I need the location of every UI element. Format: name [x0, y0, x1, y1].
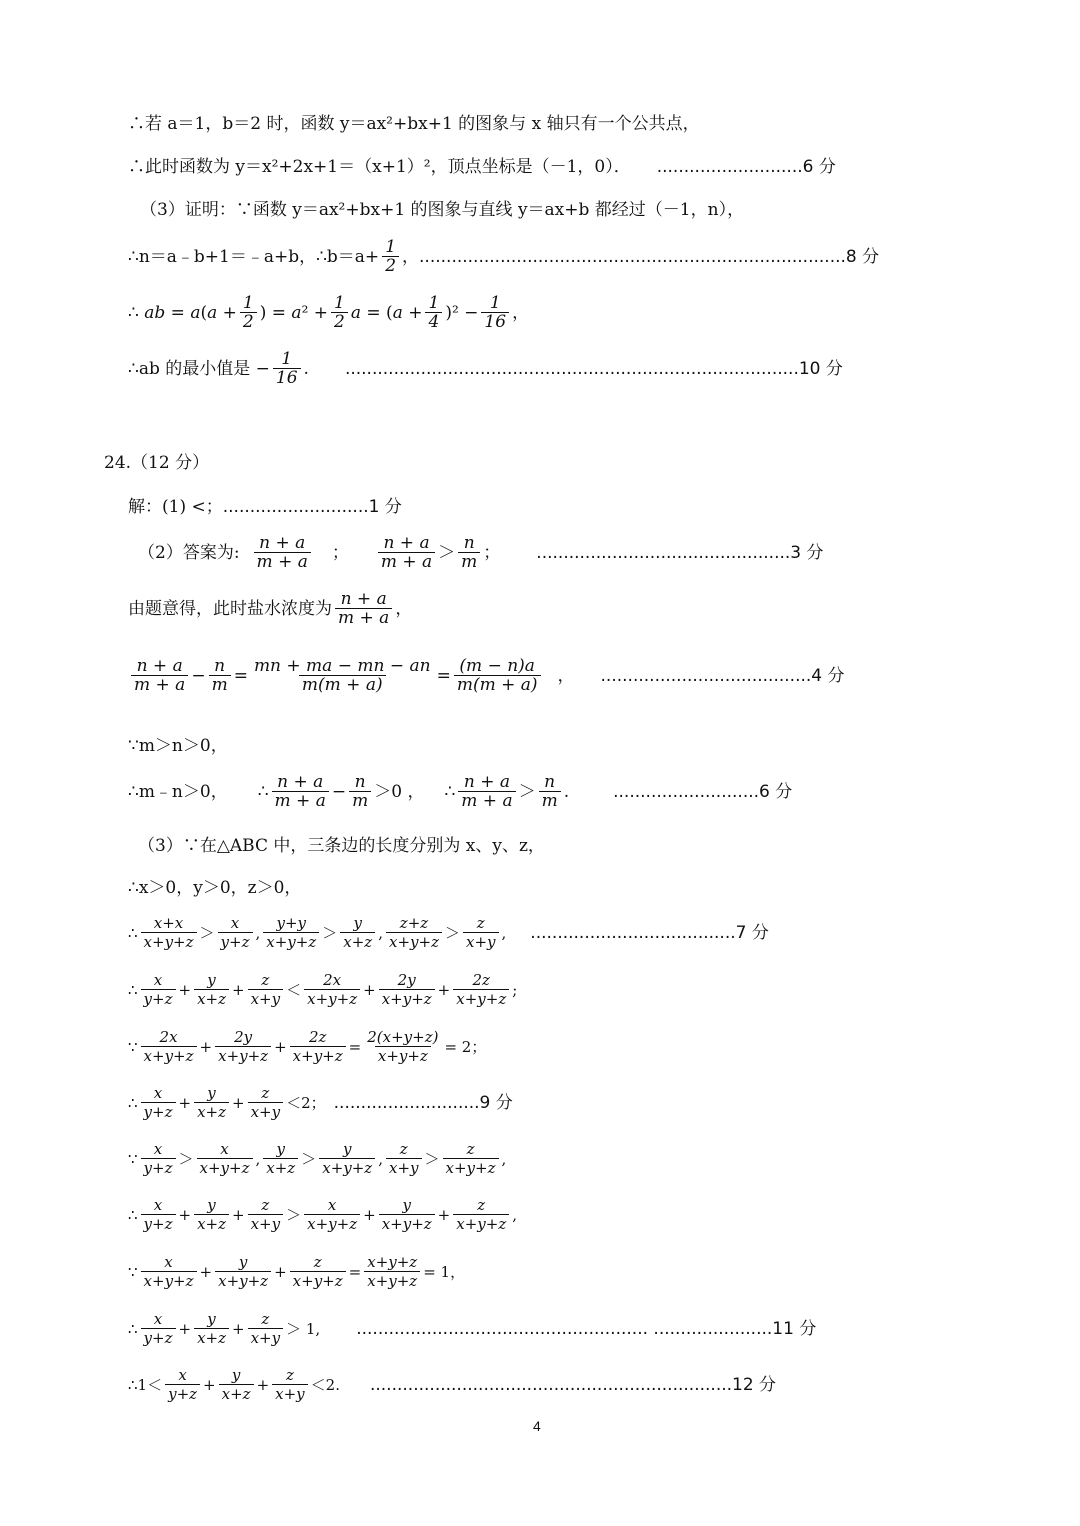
fraction: $\frac{y}{x+z}$ — [340, 914, 375, 951]
q24-step12: ∴ $\frac{x}{y+z}$ + $\frac{y}{x+z}$ + $\frac{z}{x+y}$ ＜2； ...........................9 分 — [128, 1084, 513, 1121]
therefore: ∴ — [128, 1319, 138, 1338]
fraction: $\frac{2(x+y+z)}{x+y+z}$ — [367, 1028, 439, 1065]
fraction: $\frac{n}{m}$ — [458, 534, 480, 571]
fraction: $\frac{x}{x+y+z}$ — [304, 1196, 360, 1233]
fraction: $\frac{z}{x+y}$ — [386, 1140, 422, 1177]
fraction: $\frac{y}{x+z}$ — [194, 971, 229, 1008]
semicolon: ； — [483, 542, 501, 563]
fraction: $\frac{x+y+z}{x+y+z}$ — [364, 1253, 420, 1290]
fraction: $\frac{n + a}{m + a}$ — [458, 773, 515, 810]
fraction: $\frac{n + a}{m + a}$ — [131, 657, 188, 694]
fraction: $\frac{z+z}{x+y+z}$ — [386, 914, 442, 951]
fraction: $\frac{2z}{x+y+z}$ — [453, 971, 509, 1008]
q24-step17: ∴1＜ $\frac{x}{y+z}$ + $\frac{y}{x+z}$ + $\frac{z}{x+y}$ ＜2. ...................................................................12 分 — [128, 1366, 777, 1403]
fraction: $\frac{y}{x+y+z}$ — [319, 1140, 375, 1177]
comma: ， — [557, 665, 575, 686]
score-4: .......................................4 分 — [600, 665, 845, 686]
fraction: $\frac{x}{y+z}$ — [141, 1196, 176, 1233]
q24-step1 — [128, 496, 402, 518]
fraction: $\frac{n + a}{m + a}$ — [335, 590, 392, 627]
fraction: $\frac{mn + ma - mn - an}{m(m + a)}$ — [253, 656, 431, 695]
q24-step11: ∵ $\frac{2x}{x+y+z}$ + $\frac{2y}{x+y+z}$ + $\frac{2z}{x+y+z}$ = $\frac{2(x+y+z)}{x+y+z}$ = 2； — [128, 1028, 487, 1065]
fraction: $\frac{z}{x+y+z}$ — [443, 1140, 499, 1177]
less-than-two: ＜2. — [310, 1375, 340, 1394]
expr-part: )² − — [445, 302, 479, 323]
q24-step10: ∴ $\frac{x}{y+z}$ + $\frac{y}{x+z}$ + $\frac{z}{x+y}$ ＜ $\frac{2x}{x+y+z}$ + $\frac{2y}{x+y+z}$ + $\frac{2z}{x+y+z}$ ; — [128, 971, 518, 1008]
greater-than: ＞ — [438, 542, 456, 563]
fraction: $\frac{2y}{x+y+z}$ — [379, 971, 435, 1008]
fraction: $\frac{x}{y+z}$ — [141, 1084, 176, 1121]
fraction: $\frac{n + a}{m + a}$ — [254, 534, 311, 571]
fraction: $\frac{2z}{x+y+z}$ — [290, 1028, 346, 1065]
q24-step2 — [138, 534, 824, 571]
fraction: $\frac{z}{x+y}$ — [272, 1366, 308, 1403]
fraction: $\frac{x}{y+z}$ — [141, 1310, 176, 1347]
semicolon: ； — [331, 542, 349, 563]
q24-step3-text: 由题意得，此时盐水浓度为 — [128, 598, 332, 619]
q24-step2-text: （2）答案为: — [138, 542, 240, 563]
score-6b: ...........................6 分 — [613, 781, 793, 802]
q23-line4 — [128, 238, 879, 275]
fraction: $\frac{y}{x+z}$ — [194, 1084, 229, 1121]
fraction: $\frac{y}{x+z}$ — [219, 1366, 254, 1403]
q24-step4 — [128, 657, 845, 694]
fraction: $\frac{2x}{x+y+z}$ — [141, 1028, 197, 1065]
minus: − — [191, 665, 206, 686]
greater-than: ＞ — [518, 781, 536, 802]
fraction: $\frac{n}{m}$ — [209, 657, 231, 694]
fraction: $\frac{x}{y+z}$ — [141, 971, 176, 1008]
equals: = — [233, 665, 248, 686]
fraction: $\frac{z}{x+y+z}$ — [290, 1253, 346, 1290]
therefore-expression: ∴ ab = a(a + — [128, 302, 237, 323]
q23-line5 — [128, 294, 529, 331]
score-7: ......................................7 分 — [530, 922, 769, 943]
equals-one: = 1， — [423, 1262, 466, 1281]
fraction: $\frac{n + a}{m + a}$ — [378, 534, 435, 571]
fraction: $\frac{1}{2}$ — [382, 238, 399, 275]
q24-step8: ∴x＞0，y＞0，z＞0， — [128, 878, 302, 898]
score-9: ...........................9 分 — [333, 1092, 513, 1113]
q24-step5: ∵m＞n＞0， — [128, 736, 228, 756]
therefore: ∴ — [128, 980, 138, 999]
fraction: $\frac{n}{m}$ — [349, 773, 371, 810]
fraction: $\frac{z}{x+y}$ — [248, 1310, 284, 1347]
q24-step7: （3）∵在△ABC 中，三条边的长度分别为 x、y、z， — [138, 836, 545, 856]
fraction: $\frac{x+x}{x+y+z}$ — [141, 914, 197, 951]
greater-than-one: ＞ 1, — [286, 1319, 321, 1338]
expr-part: ) = a² + — [259, 302, 329, 323]
expr-part: a = (a + — [350, 302, 423, 323]
q23-line1: ∴若 a＝1，b＝2 时，函数 y＝ax²+bx+1 的图象与 x 轴只有一个公共点， — [128, 114, 700, 134]
page-number: 4 — [533, 1418, 541, 1434]
equals: = — [436, 665, 451, 686]
fraction: $\frac{1}{2}$ — [240, 294, 257, 331]
q23-line6-text: ∴ab 的最小值是 − — [128, 358, 270, 379]
fraction: $\frac{1}{2}$ — [331, 294, 348, 331]
because: ∵ — [128, 1262, 138, 1281]
fraction: $\frac{x}{x+y+z}$ — [141, 1253, 197, 1290]
q23-line6 — [128, 350, 843, 387]
score-11: ...................................................... ......................11 分 — [356, 1318, 817, 1339]
score-3: ...............................................3 分 — [536, 542, 824, 563]
fraction: $\frac{y}{x+z}$ — [194, 1196, 229, 1233]
fraction: $\frac{n + a}{m + a}$ — [272, 773, 329, 810]
q24-step13: ∵ $\frac{x}{y+z}$ ＞ $\frac{x}{x+y+z}$ , $\frac{y}{x+z}$ ＞ $\frac{y}{x+y+z}$ , $\frac{z}{x+y}$ ＞ $\frac{z}{x+y+z}$ , — [128, 1140, 507, 1177]
q24-step1-text: 解：(1) <； — [128, 497, 223, 517]
fraction: $\frac{2x}{x+y+z}$ — [304, 971, 360, 1008]
fraction: $\frac{x}{y+z}$ — [165, 1366, 200, 1403]
period: . — [303, 358, 309, 379]
less-than-two: ＜2； — [286, 1093, 326, 1112]
q24-step6-text: ∴m﹣n＞0， — [128, 781, 228, 802]
comma: ， — [395, 598, 413, 619]
fraction: $\frac{y}{x+y+z}$ — [379, 1196, 435, 1233]
therefore-one: ∴1＜ — [128, 1375, 163, 1394]
therefore: ∴ — [128, 1205, 138, 1224]
comma: ， — [402, 246, 420, 267]
score-10: ....................................................................................10 分 — [344, 358, 843, 379]
fraction: $\frac{z}{x+y+z}$ — [453, 1196, 509, 1233]
q24-step3 — [128, 590, 412, 627]
fraction: $\frac{y+y}{x+y+z}$ — [263, 914, 319, 951]
therefore: ∴ — [128, 1093, 138, 1112]
q24-step15: ∵ $\frac{x}{x+y+z}$ + $\frac{y}{x+y+z}$ + $\frac{z}{x+y+z}$ = $\frac{x+y+z}{x+y+z}$ = 1， — [128, 1253, 466, 1290]
minus: − — [331, 781, 347, 802]
score-12: ...................................................................12 分 — [369, 1374, 777, 1395]
fraction: $\frac{y}{x+y+z}$ — [215, 1253, 271, 1290]
q24-header: 24.（12 分） — [104, 453, 210, 473]
q23-line4-text: ∴n＝a﹣b+1＝﹣a+b，∴b＝a+ — [128, 246, 380, 267]
therefore: ∴ — [128, 923, 138, 942]
period: . — [563, 781, 570, 802]
score-6: ...........................6 分 — [656, 157, 836, 177]
fraction: $\frac{z}{x+y}$ — [248, 971, 284, 1008]
q23-line3: （3）证明：∵函数 y＝ax²+bx+1 的图象与直线 y＝ax+b 都经过（－1，n）， — [140, 200, 745, 220]
comma: ， — [512, 302, 530, 323]
gt-zero: ＞0 ， — [374, 781, 425, 802]
score-8: ...............................................................................8 分 — [419, 246, 880, 267]
q24-step14: ∴ $\frac{x}{y+z}$ + $\frac{y}{x+z}$ + $\frac{z}{x+y}$ ＞ $\frac{x}{x+y+z}$ + $\frac{y}{x+y+z}$ + $\frac{z}{x+y+z}$ , — [128, 1196, 518, 1233]
score-1: ...........................1 分 — [222, 497, 402, 517]
equals-two: = 2； — [444, 1037, 487, 1056]
fraction: $\frac{z}{x+y}$ — [463, 914, 499, 951]
fraction: $\frac{x}{x+y+z}$ — [197, 1140, 253, 1177]
q23-line2-text: ∴此时函数为 y＝x²+2x+1＝（x+1）²，顶点坐标是（－1，0）． — [128, 157, 631, 177]
fraction: $\frac{n}{m}$ — [539, 773, 561, 810]
fraction: $\frac{1}{16}$ — [273, 350, 301, 387]
q24-step6 — [128, 773, 792, 810]
fraction: $\frac{z}{x+y}$ — [248, 1196, 284, 1233]
fraction: $\frac{y}{x+z}$ — [263, 1140, 298, 1177]
fraction: $\frac{2y}{x+y+z}$ — [215, 1028, 271, 1065]
q24-step9: ∴ $\frac{x+x}{x+y+z}$ ＞ $\frac{x}{y+z}$ , $\frac{y+y}{x+y+z}$ ＞ $\frac{y}{x+z}$ , $\frac{z+z}{x+y+z}$ ＞ $\frac{z}{x+y}$ , ......................................7 分 — [128, 914, 769, 951]
because: ∵ — [128, 1149, 138, 1168]
q24-step16: ∴ $\frac{x}{y+z}$ + $\frac{y}{x+z}$ + $\frac{z}{x+y}$ ＞ 1, ...................................................... ......................11 分 — [128, 1310, 817, 1347]
fraction: $\frac{z}{x+y}$ — [248, 1084, 284, 1121]
therefore: ∴ — [444, 781, 456, 802]
fraction: $\frac{1}{4}$ — [425, 294, 442, 331]
fraction: $\frac{x}{y+z}$ — [218, 914, 253, 951]
q23-line2 — [128, 156, 836, 178]
fraction: $\frac{(m - n)a}{m(m + a)}$ — [454, 657, 541, 694]
fraction: $\frac{1}{16}$ — [481, 294, 509, 331]
because: ∵ — [128, 1037, 138, 1056]
fraction: $\frac{y}{x+z}$ — [194, 1310, 229, 1347]
therefore: ∴ — [257, 781, 269, 802]
fraction: $\frac{x}{y+z}$ — [141, 1140, 176, 1177]
